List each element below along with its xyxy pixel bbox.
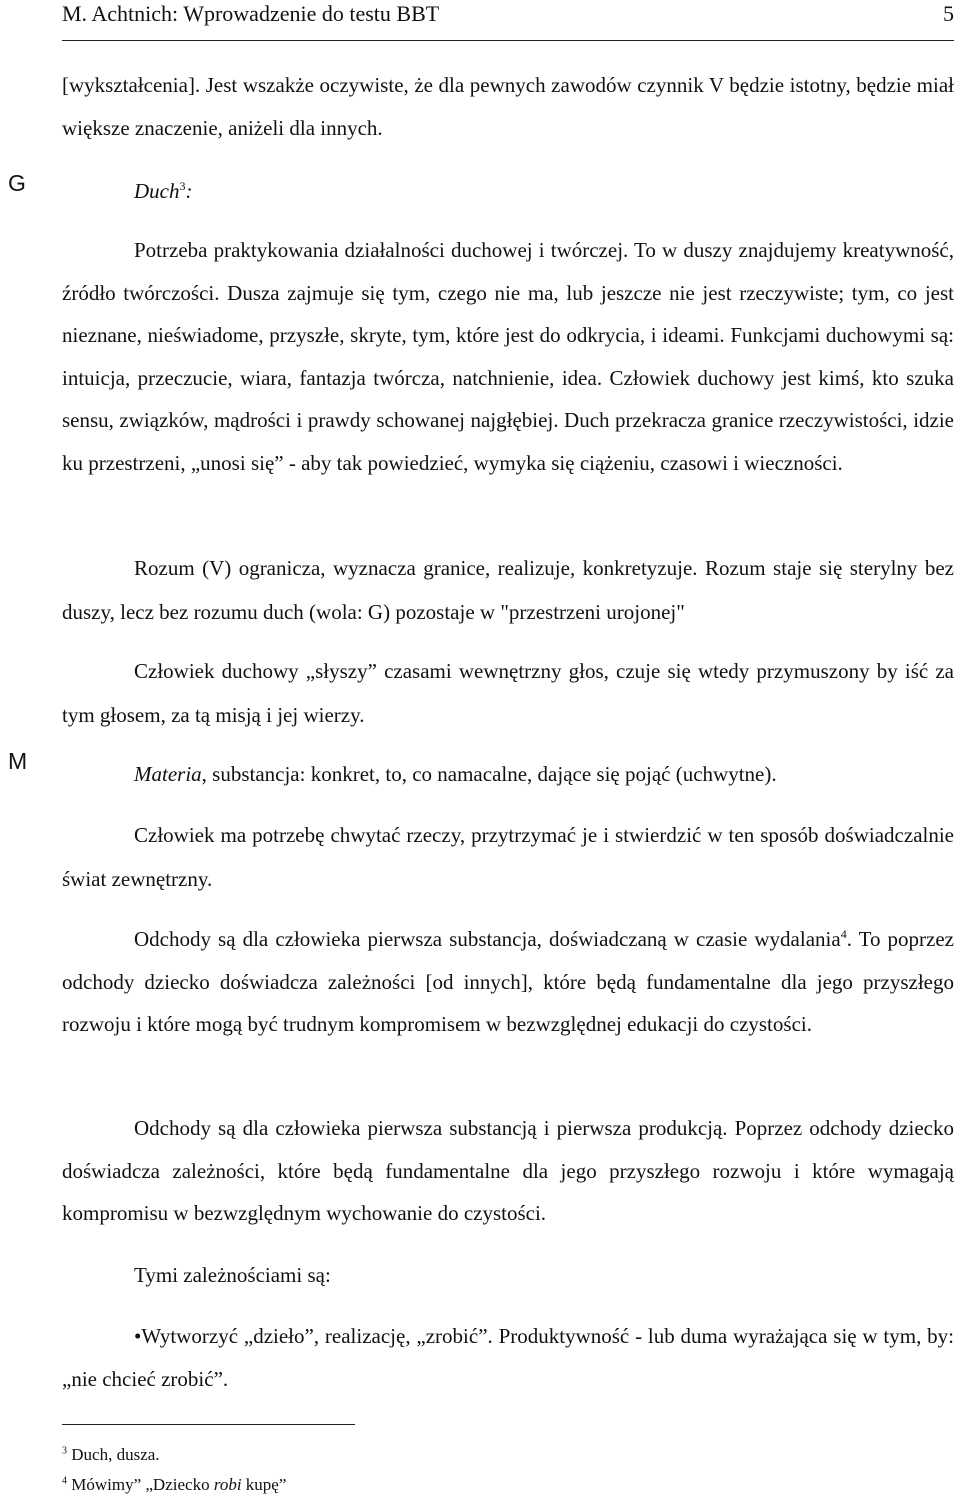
paragraph-chwytac: Człowiek ma potrzebę chwytać rzeczy, przytrzymać je i stwierdzić w ten sposób doświadczalnie świat zewnętrzny. <box>62 823 954 891</box>
bullet-item <box>62 1315 954 1400</box>
paragraph-intro: [wykształcenia]. Jest wszakże oczywiste, że dla pewnych zawodów czynnik V będzie istotny, będzie miał większe znaczenie, aniżeli dla innych. <box>62 73 954 140</box>
header-title: M. Achtnich: Wprowadzenie do testu BBT <box>62 1 440 26</box>
paragraph-odchody-1 <box>62 918 954 1046</box>
footnote-ref-4: 4 <box>840 927 847 941</box>
footnote-3 <box>62 1444 160 1466</box>
header-rule <box>62 40 954 41</box>
footnote-3-number: 3 <box>62 1445 67 1457</box>
footnote-rule <box>62 1424 355 1425</box>
paragraph-zaleznosci: Tymi zależnościami są: <box>134 1263 331 1287</box>
running-header <box>62 0 954 28</box>
materia-word: Materia <box>134 762 202 786</box>
paragraph-odchody-2: Odchody są dla człowieka pierwsza substancją i pierwsza produkcją. Poprzez odchody dziecko doświadcza zależności, które będą fundamentalne dla jego przyszłego rozwoju i które wymagają kompromisu w bezwzględnym wychowanie do czystości. <box>62 1116 954 1225</box>
odchody-1-continuation: . To poprzez odchody dziecko doświadcza zależności [od innych], które będą fundamentalne dla jego przyszłego rozwoju i które mogą być trudnym kompromisem w bezwzględnej edukacji do czystości. <box>62 927 954 1036</box>
duch-word: Duch <box>134 179 180 203</box>
paragraph-duch: Potrzeba praktykowania działalności duchowej i twórczej. To w duszy znajdujemy kreatywność, źródło twórczości. Dusza zajmuje się tym, czego nie ma, lub jeszcze nie jest rzeczywiste; tym, co jest nieznane, nieświadome, przyszłe, skryte, tym, które jest do odkrycia, i ideami. Funkcjami duchowymi są: intuicja, przeczucie, wiara, fantazja twórcza, natchnienie, idea. Człowiek duchowy jest kimś, kto szuka sensu, związków, mądrości i prawdy schowanej najgłębiej. Duch przekracza granice rzeczywistości, idzie ku przestrzeni, „unosi się” - aby tak powiedzieć, wymyka się ciążeniu, czasowi i wieczności. <box>62 238 954 475</box>
footnote-4 <box>62 1474 286 1496</box>
footnote-4-text-after: kupę” <box>241 1475 287 1494</box>
duch-heading <box>62 170 954 213</box>
footnote-4-text-italic: robi <box>213 1475 242 1494</box>
duch-colon: : <box>185 179 193 203</box>
bullet-text: Wytworzyć „dzieło”, realizację, „zrobić”. Produktywność - lub duma wyrażająca się w tym, by: „nie chcieć zrobić”. <box>62 1324 954 1391</box>
footnote-3-text: Duch, dusza. <box>71 1445 160 1464</box>
bullet-symbol: • <box>134 1324 142 1348</box>
odchody-1-text: Odchody są dla człowieka pierwsza substancja, doświadczaną w czasie wydalania <box>134 927 841 951</box>
footnote-4-number: 4 <box>62 1475 67 1487</box>
footnote-ref-3: 3 <box>179 179 186 193</box>
page-number: 5 <box>943 1 954 26</box>
materia-definition: , substancja: konkret, to, co namacalne, dające się pojąć (uchwytne). <box>201 762 777 786</box>
margin-letter-m: M <box>8 748 28 774</box>
footnote-4-text-before: Mówimy” „Dziecko <box>71 1475 214 1494</box>
paragraph-czlowiek-duchowy: Człowiek duchowy „słyszy” czasami wewnętrzny głos, czuje się wtedy przymuszony by iść za tym głosem, za tą misją i jej wierzy. <box>62 659 954 727</box>
margin-letter-g: G <box>8 170 26 196</box>
paragraph-rozum: Rozum (V) ogranicza, wyznacza granice, realizuje, konkretyzuje. Rozum staje się sterylny bez duszy, lecz bez rozumu duch (wola: G) pozostaje w "przestrzeni urojonej" <box>62 556 954 624</box>
materia-heading <box>62 753 954 796</box>
